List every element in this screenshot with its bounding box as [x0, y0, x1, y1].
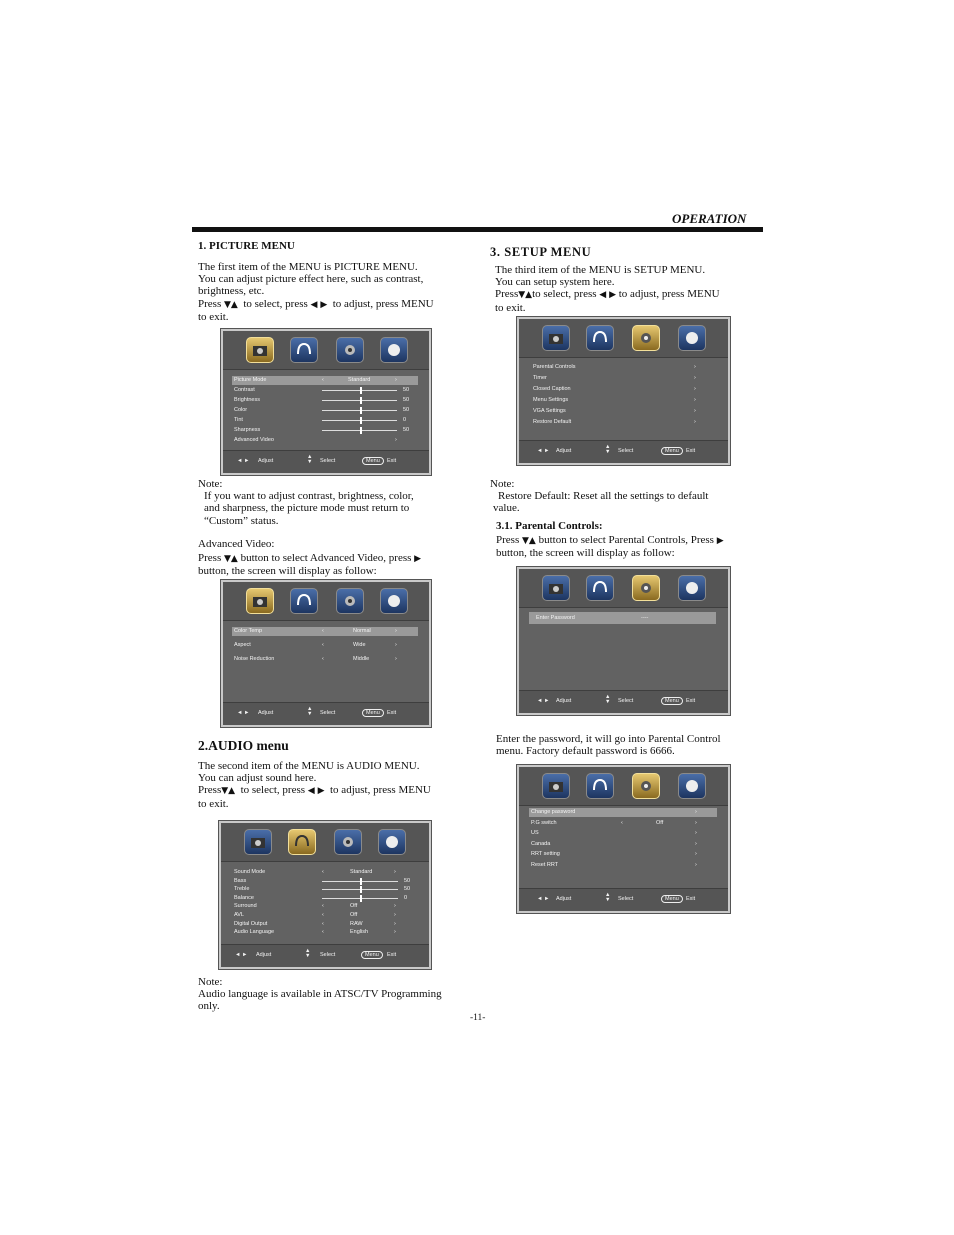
menu-row-number: 0 — [403, 417, 407, 423]
setup-note — [490, 478, 752, 515]
setup-menu-heading: 3. SETUP MENU — [490, 245, 592, 259]
footer-exit: Exit — [686, 448, 696, 454]
footer-exit: Exit — [387, 710, 397, 716]
right-chevron-icon: › — [695, 851, 697, 858]
text-line: menu. Factory default password is 6666. — [496, 745, 675, 758]
down-up-arrows-icon: ▼▲ — [221, 786, 236, 797]
text-line — [496, 534, 758, 547]
menu-row-label: Brightness — [234, 397, 260, 403]
channel-tab-icon — [678, 773, 706, 799]
picture-tab-icon — [542, 575, 570, 601]
menu-row-label: Timer — [533, 375, 547, 381]
menu-row-number: 50 — [403, 407, 410, 413]
menu-row-number: 50 — [403, 387, 410, 393]
slider-knob[interactable] — [360, 387, 362, 394]
lr-icon: ◄ ► — [537, 896, 550, 902]
osd-icon-bar — [223, 582, 429, 621]
text-fragment: Press — [495, 288, 519, 301]
osd-footer — [519, 440, 728, 463]
menu-row-label: Sound Mode — [234, 869, 266, 875]
text-fragment: Press — [198, 552, 222, 565]
right-chevron-icon: › — [695, 862, 697, 868]
right-chevron-icon: › — [695, 830, 697, 837]
osd-parental-controls-menu — [517, 765, 730, 913]
menu-row-label: Advanced Video — [234, 437, 274, 443]
left-chevron-icon: ‹ — [322, 628, 324, 634]
left-chevron-icon: ‹ — [322, 912, 324, 918]
menu-row-label: Tint — [234, 417, 243, 423]
text-line — [198, 552, 458, 565]
updown-icon: ▲ ▼ — [605, 694, 611, 705]
left-right-arrows-icon: ◀ ▶ — [307, 786, 325, 797]
osd-menu-row[interactable] — [529, 819, 717, 828]
right-chevron-icon: › — [694, 375, 696, 381]
right-arrow-icon: ▶ — [414, 554, 422, 565]
text-line: Enter the password, it will go into Parental Control — [496, 733, 721, 745]
menu-row-label: Reset RRT — [531, 862, 559, 868]
menu-row-label: Treble — [234, 886, 250, 893]
advanced-video-text — [198, 538, 458, 578]
text-line: Audio language is available in ATSC/TV Programming — [198, 988, 442, 1001]
osd-menu-row[interactable] — [232, 386, 418, 395]
osd-footer — [221, 944, 429, 967]
menu-row-label: Noise Reduction — [234, 656, 275, 662]
footer-menu: Menu — [661, 895, 683, 903]
channel-tab-icon — [678, 325, 706, 351]
left-chevron-icon: ‹ — [322, 920, 324, 927]
right-chevron-icon: › — [394, 869, 396, 875]
osd-menu-row[interactable] — [232, 436, 418, 445]
osd-menu-row[interactable] — [232, 655, 418, 664]
menu-row-label: Color Temp — [234, 628, 263, 634]
menu-row-value: Off — [656, 819, 664, 826]
menu-row-number: 50 — [404, 886, 411, 893]
menu-row-label: Closed Caption — [533, 386, 571, 392]
text-line — [495, 288, 755, 301]
text-fragment: button to select Parental Controls, Press — [538, 534, 714, 546]
osd-advanced-video-menu — [221, 580, 431, 727]
level-slider[interactable] — [322, 390, 397, 391]
osd-menu-row[interactable] — [531, 418, 701, 427]
slider-knob[interactable] — [360, 407, 362, 414]
footer-adjust: Adjust — [258, 458, 274, 464]
text-line: You can adjust sound here. — [198, 772, 317, 785]
text-line: Restore Default: Reset all the settings to default — [498, 490, 709, 503]
text-line — [198, 298, 458, 311]
channel-tab-icon — [678, 575, 706, 601]
osd-menu-row[interactable] — [531, 363, 701, 372]
left-chevron-icon: ‹ — [322, 869, 324, 875]
audio-menu-heading: 2.AUDIO menu — [198, 738, 289, 753]
menu-row-label: Balance — [234, 894, 254, 901]
osd-menu-area — [519, 358, 728, 441]
osd-menu-row[interactable] — [232, 406, 418, 415]
text-line: to exit. — [495, 301, 526, 314]
slider-knob[interactable] — [360, 886, 362, 893]
menu-row-value: Wide — [353, 642, 366, 648]
setup-tab-icon — [336, 588, 364, 614]
password-row[interactable] — [529, 612, 716, 624]
lr-icon: ◄ ► — [537, 698, 550, 704]
footer-menu: Menu — [362, 709, 384, 717]
footer-adjust: Adjust — [256, 952, 272, 958]
osd-audio-menu — [219, 821, 431, 969]
text-line: You can adjust picture effect here, such as contrast, — [198, 273, 424, 286]
osd-menu-row[interactable] — [531, 407, 701, 416]
audio-tab-icon — [586, 325, 614, 351]
osd-menu-row[interactable] — [531, 385, 701, 394]
slider-knob[interactable] — [360, 878, 362, 885]
updown-icon: ▲ ▼ — [605, 892, 611, 903]
footer-select: Select — [320, 458, 336, 464]
osd-menu-row[interactable] — [232, 396, 418, 405]
menu-row-label: AVL — [234, 912, 244, 918]
menu-row-label: Surround — [234, 903, 257, 910]
right-chevron-icon: › — [395, 628, 397, 634]
osd-menu-area — [519, 608, 728, 691]
osd-menu-row[interactable] — [232, 627, 418, 636]
picture-tab-icon — [246, 588, 274, 614]
text-line: to exit. — [198, 310, 229, 323]
picture-menu-heading: 1. PICTURE MENU — [198, 240, 295, 252]
page-number: -11- — [470, 1013, 486, 1023]
text-line: brightness, etc. — [198, 285, 265, 298]
footer-select: Select — [320, 952, 336, 958]
right-chevron-icon: › — [695, 840, 697, 847]
right-chevron-icon: › — [394, 929, 396, 936]
footer-menu: Menu — [361, 951, 383, 959]
osd-picture-menu — [221, 329, 431, 475]
osd-menu-row[interactable] — [529, 840, 717, 849]
menu-row-label: Canada — [531, 840, 551, 847]
audio-tab-icon — [290, 337, 318, 363]
footer-adjust: Adjust — [556, 896, 572, 902]
osd-menu-row[interactable] — [232, 641, 418, 650]
menu-row-label: Parental Controls — [533, 364, 576, 370]
setup-tab-icon — [336, 337, 364, 363]
osd-footer — [519, 888, 728, 911]
menu-row-label: Bass — [234, 877, 247, 884]
menu-row-label: Change password — [531, 809, 576, 815]
slider-knob[interactable] — [360, 397, 362, 404]
menu-row-value: Off — [350, 912, 358, 918]
header-rule — [192, 227, 763, 232]
footer-adjust: Adjust — [556, 698, 572, 704]
menu-row-label: Menu Settings — [533, 397, 569, 403]
text-line: and sharpness, the picture mode must return to — [204, 502, 410, 515]
text-line: value. — [493, 502, 520, 515]
updown-icon: ▲ ▼ — [605, 444, 611, 455]
menu-row-label: US — [531, 830, 539, 837]
osd-menu-row[interactable] — [529, 808, 717, 817]
menu-row-label: Restore Default — [533, 419, 572, 425]
menu-row-number: 50 — [403, 397, 410, 403]
right-chevron-icon: › — [395, 656, 397, 662]
password-value: ---- — [641, 615, 649, 621]
footer-menu: Menu — [362, 457, 384, 465]
left-chevron-icon: ‹ — [621, 819, 623, 826]
left-chevron-icon: ‹ — [322, 377, 324, 383]
footer-select: Select — [618, 448, 634, 454]
slider-knob[interactable] — [360, 895, 362, 902]
setup-tab-icon — [632, 773, 660, 799]
text-fragment: Press — [198, 297, 222, 310]
osd-menu-row[interactable] — [531, 396, 701, 405]
level-slider[interactable] — [322, 420, 397, 421]
text-line: to exit. — [198, 797, 229, 810]
right-chevron-icon: › — [394, 903, 396, 910]
text-line: “Custom” status. — [204, 514, 279, 527]
level-slider[interactable] — [322, 430, 397, 431]
osd-password-screen — [517, 567, 730, 715]
text-line: Note: — [490, 478, 515, 490]
picture-note — [198, 478, 448, 527]
menu-row-number: 0 — [404, 894, 408, 901]
level-slider[interactable] — [322, 881, 398, 882]
menu-row-label: VGA Settings — [533, 408, 566, 414]
audio-tab-icon — [290, 588, 318, 614]
text-line: The second item of the MENU is AUDIO MENU. — [198, 760, 420, 772]
picture-menu-intro — [198, 261, 458, 323]
level-slider[interactable] — [322, 889, 398, 890]
lr-icon: ◄ ► — [537, 448, 550, 454]
lr-icon: ◄ ► — [237, 710, 250, 716]
audio-tab-icon — [586, 773, 614, 799]
osd-menu-row[interactable] — [529, 861, 717, 870]
menu-row-label: Audio Language — [234, 929, 275, 936]
osd-menu-area — [223, 370, 429, 451]
channel-tab-icon — [380, 588, 408, 614]
right-chevron-icon: › — [694, 386, 696, 392]
right-chevron-icon: › — [395, 642, 397, 648]
right-chevron-icon: › — [395, 437, 397, 443]
menu-row-label: Contrast — [234, 387, 255, 393]
left-right-arrows-icon: ◀ ▶ — [310, 299, 328, 310]
menu-row-value: English — [350, 929, 369, 936]
menu-row-label: P.G switch — [531, 819, 557, 826]
right-chevron-icon: › — [695, 819, 697, 826]
left-right-arrows-icon: ◀ ▶ — [599, 290, 616, 301]
menu-row-value: Standard — [348, 377, 371, 383]
parental-controls-heading: 3.1. Parental Controls: — [496, 520, 603, 532]
down-up-arrows-icon: ▼▲ — [518, 290, 533, 301]
osd-menu-area — [519, 806, 728, 889]
left-chevron-icon: ‹ — [322, 903, 324, 910]
osd-menu-row[interactable] — [232, 426, 418, 435]
down-up-arrows-icon: ▼▲ — [223, 299, 238, 310]
setup-tab-icon — [334, 829, 362, 855]
picture-tab-icon — [542, 325, 570, 351]
menu-row-label: Picture Mode — [234, 377, 267, 383]
menu-row-value: RAW — [350, 920, 363, 927]
text-line: The third item of the MENU is SETUP MENU. — [495, 264, 706, 276]
footer-select: Select — [320, 710, 336, 716]
osd-icon-bar — [519, 319, 728, 358]
text-line: button, the screen will display as follow: — [496, 547, 675, 560]
footer-select: Select — [618, 896, 634, 902]
right-chevron-icon: › — [394, 920, 396, 927]
lr-icon: ◄ ► — [235, 952, 248, 958]
audio-tab-icon — [586, 575, 614, 601]
osd-menu-row[interactable] — [232, 416, 418, 425]
text-line: only. — [198, 1000, 220, 1013]
down-up-arrows-icon: ▼▲ — [223, 554, 238, 565]
footer-exit: Exit — [387, 458, 397, 464]
footer-select: Select — [618, 698, 634, 704]
osd-menu-row[interactable] — [232, 376, 418, 385]
updown-icon: ▲ ▼ — [305, 948, 311, 959]
audio-note — [198, 976, 460, 1013]
text-line: Note: — [198, 478, 223, 490]
osd-icon-bar — [519, 767, 728, 806]
password-text — [496, 733, 758, 757]
level-slider[interactable] — [322, 400, 397, 401]
osd-menu-area — [223, 621, 429, 703]
left-chevron-icon: ‹ — [322, 929, 324, 936]
right-chevron-icon: › — [694, 364, 696, 370]
menu-row-number: 50 — [404, 877, 411, 884]
footer-adjust: Adjust — [258, 710, 274, 716]
right-chevron-icon: › — [694, 419, 696, 425]
osd-menu-row[interactable] — [529, 829, 717, 838]
right-chevron-icon: › — [694, 408, 696, 414]
footer-exit: Exit — [387, 952, 397, 958]
osd-icon-bar — [519, 569, 728, 608]
osd-menu-row[interactable] — [531, 374, 701, 383]
section-title: OPERATION — [672, 211, 747, 226]
updown-icon: ▲ ▼ — [307, 454, 313, 465]
text-fragment: Press — [496, 534, 520, 546]
right-chevron-icon: › — [394, 912, 396, 918]
picture-tab-icon — [542, 773, 570, 799]
picture-tab-icon — [246, 337, 274, 363]
picture-tab-icon — [244, 829, 272, 855]
menu-row-number: 50 — [403, 427, 410, 433]
parental-controls-text — [496, 534, 758, 559]
text-line: Advanced Video: — [198, 538, 275, 550]
down-up-arrows-icon: ▼▲ — [521, 536, 536, 546]
text-fragment: to adjust, press MENU — [618, 288, 720, 301]
text-line: If you want to adjust contrast, brightness, color, — [204, 490, 414, 503]
footer-exit: Exit — [686, 698, 696, 704]
audio-menu-intro — [198, 760, 458, 810]
osd-footer — [519, 690, 728, 713]
right-chevron-icon: › — [695, 809, 697, 815]
right-chevron-icon: › — [395, 377, 397, 383]
level-slider[interactable] — [322, 898, 398, 899]
text-fragment: button to select Advanced Video, press — [240, 552, 412, 565]
osd-footer — [223, 702, 429, 725]
left-chevron-icon: ‹ — [322, 642, 324, 648]
osd-icon-bar — [221, 823, 429, 862]
osd-footer — [223, 450, 429, 473]
text-fragment: to adjust, press MENU — [330, 784, 431, 797]
text-line: The first item of the MENU is PICTURE MENU. — [198, 261, 418, 273]
menu-row-value: Off — [350, 903, 358, 910]
osd-menu-row[interactable] — [529, 850, 717, 859]
text-fragment: Press — [198, 784, 222, 797]
osd-menu-area — [221, 862, 429, 945]
menu-row-label: RRT setting — [531, 851, 560, 858]
osd-menu-row[interactable] — [232, 928, 418, 937]
audio-tab-icon — [288, 829, 316, 855]
right-chevron-icon: › — [694, 397, 696, 403]
text-line: You can setup system here. — [495, 276, 615, 289]
menu-row-value: Standard — [350, 869, 373, 875]
text-fragment: to select, press — [240, 784, 306, 797]
updown-icon: ▲ ▼ — [307, 706, 313, 717]
left-chevron-icon: ‹ — [322, 656, 324, 662]
text-line — [198, 784, 458, 797]
osd-icon-bar — [223, 331, 429, 370]
right-arrow-icon: ▶ — [716, 536, 724, 546]
footer-menu: Menu — [661, 697, 683, 705]
channel-tab-icon — [378, 829, 406, 855]
footer-exit: Exit — [686, 896, 696, 902]
slider-knob[interactable] — [360, 417, 362, 424]
menu-row-label: Digital Output — [234, 920, 268, 927]
channel-tab-icon — [380, 337, 408, 363]
menu-row-value: Middle — [353, 656, 370, 662]
lr-icon: ◄ ► — [237, 458, 250, 464]
text-line: Note: — [198, 976, 223, 988]
level-slider[interactable] — [322, 410, 397, 411]
setup-tab-icon — [632, 575, 660, 601]
setup-tab-icon — [632, 325, 660, 351]
footer-menu: Menu — [661, 447, 683, 455]
setup-menu-intro — [495, 264, 755, 314]
menu-row-value: Normal — [353, 628, 371, 634]
menu-row-label: Sharpness — [234, 427, 261, 433]
text-line: button, the screen will display as follow: — [198, 565, 377, 578]
text-fragment: to select, press — [532, 288, 597, 301]
text-fragment: to select, press — [243, 297, 308, 310]
menu-row-label: Aspect — [234, 642, 251, 648]
slider-knob[interactable] — [360, 427, 362, 434]
osd-setup-menu — [517, 317, 730, 465]
footer-adjust: Adjust — [556, 448, 572, 454]
menu-row-label: Color — [234, 407, 248, 413]
text-fragment: to adjust, press MENU — [332, 297, 434, 310]
password-label: Enter Password — [536, 615, 575, 621]
